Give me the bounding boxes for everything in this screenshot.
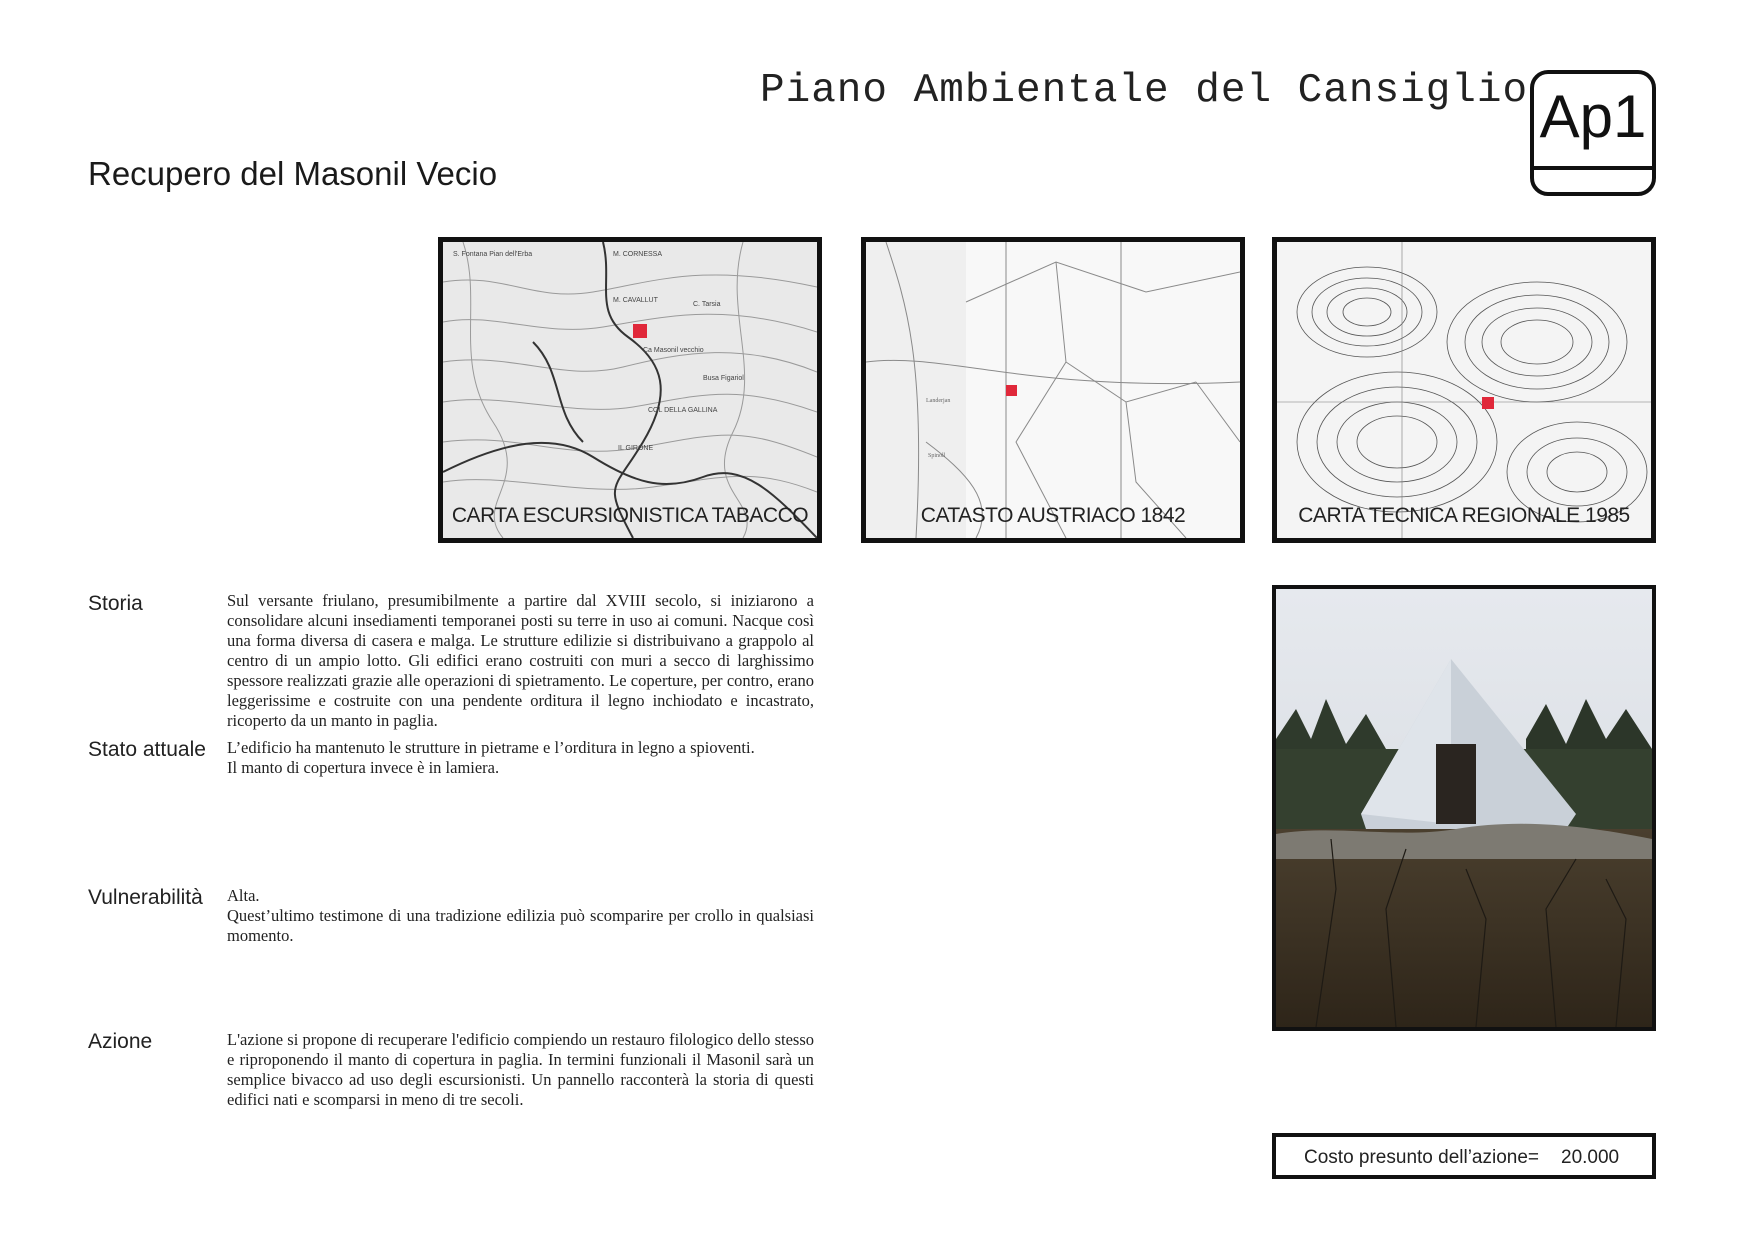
contour-map-image	[1277, 242, 1651, 538]
svg-text:Busa Figariol: Busa Figariol	[703, 375, 744, 382]
map-caption: CARTA TECNICA REGIONALE 1985	[1298, 504, 1630, 527]
location-marker	[633, 324, 647, 338]
masonil-photo	[1276, 589, 1652, 1027]
location-marker	[1482, 397, 1494, 409]
svg-text:M. CORNESSA: M. CORNESSA	[613, 251, 663, 258]
map-tabacco	[438, 237, 822, 543]
section-text-stato-attuale	[227, 738, 814, 778]
stato-attuale-line-1: L’edificio ha mantenuto le strutture in pietrame e l’orditura in legno a spioventi.	[227, 738, 755, 757]
svg-text:S. Fontana Pian dell'Erba: S. Fontana Pian dell'Erba	[453, 251, 533, 258]
section-label-azione: Azione	[88, 1030, 153, 1053]
page-title: Recupero del Masonil Vecio	[88, 155, 498, 192]
stato-attuale-line-2: Il manto di copertura invece è in lamiera.	[227, 758, 500, 777]
svg-text:COL DELLA GALLINA: COL DELLA GALLINA	[648, 407, 718, 414]
svg-text:C. Tarsia: C. Tarsia	[693, 301, 721, 308]
vulnerability-description: Quest’ultimo testimone di una tradizione edilizia può scomparire per crollo in qualsiasi momento.	[227, 906, 814, 945]
section-text-storia: Sul versante friulano, presumibilmente a partire dal XVIII secolo, si iniziarono a consolidare alcuni insediamenti temporanei posti su terre in uso ai comuni. Nacque così una forma diversa di casera e malga. Le strutture edilizie si distribuivano a grappolo al centro di un ampio lotto. Gli edifici erano costruiti con muri a secco di larghissimo spessore realizzati grazie alle operazioni di spietramento. Le coperture, per contro, erano leggerissime e costruite con una pendente orditura il legno inchiodato e incastrato, ricoperto da un manto in paglia.	[227, 591, 814, 730]
svg-text:Landerjan: Landerjan	[926, 398, 951, 404]
svg-text:M. CAVALLUT: M. CAVALLUT	[613, 297, 658, 304]
cost-label: Costo presunto dell’azione=	[1304, 1147, 1540, 1168]
cost-box	[1272, 1133, 1656, 1179]
section-label-storia: Storia	[88, 592, 143, 615]
document-header-title: Piano Ambientale del Cansiglio	[760, 68, 1529, 114]
svg-text:Ca Masonil vecchio: Ca Masonil vecchio	[643, 347, 704, 354]
sheet-code: Ap1	[1539, 83, 1647, 150]
cost-value: 20.000	[1561, 1147, 1620, 1168]
section-text-vulnerabilita	[227, 886, 814, 946]
topographic-map-image	[443, 242, 817, 538]
map-catasto	[861, 237, 1245, 543]
cadastral-map-image	[866, 242, 1240, 538]
map-caption: CARTA ESCURSIONISTICA TABACCO	[451, 504, 809, 527]
section-label-stato-attuale: Stato attuale	[88, 738, 206, 761]
svg-text:IL GIRONE: IL GIRONE	[618, 445, 654, 452]
masonil-photo-frame	[1272, 585, 1656, 1031]
vulnerability-level: Alta.	[227, 886, 260, 905]
location-marker	[1006, 385, 1017, 396]
svg-text:Spinoll: Spinoll	[928, 453, 946, 459]
sheet-code-badge	[1530, 70, 1656, 196]
map-ctr	[1272, 237, 1656, 543]
badge-divider	[1534, 166, 1652, 170]
section-text-azione: L'azione si propone di recuperare l'edificio compiendo un restauro filologico dello stesso e riproponendo il manto di copertura in paglia. In termini funzionali il Masonil sarà un semplice bivacco ad uso degli escursionisti. Un pannello racconterà la storia di questi edifici nati e scomparsi in meno di tre secoli.	[227, 1030, 814, 1109]
map-caption: CATASTO AUSTRIACO 1842	[920, 504, 1186, 527]
section-label-vulnerabilita: Vulnerabilità	[88, 886, 203, 909]
